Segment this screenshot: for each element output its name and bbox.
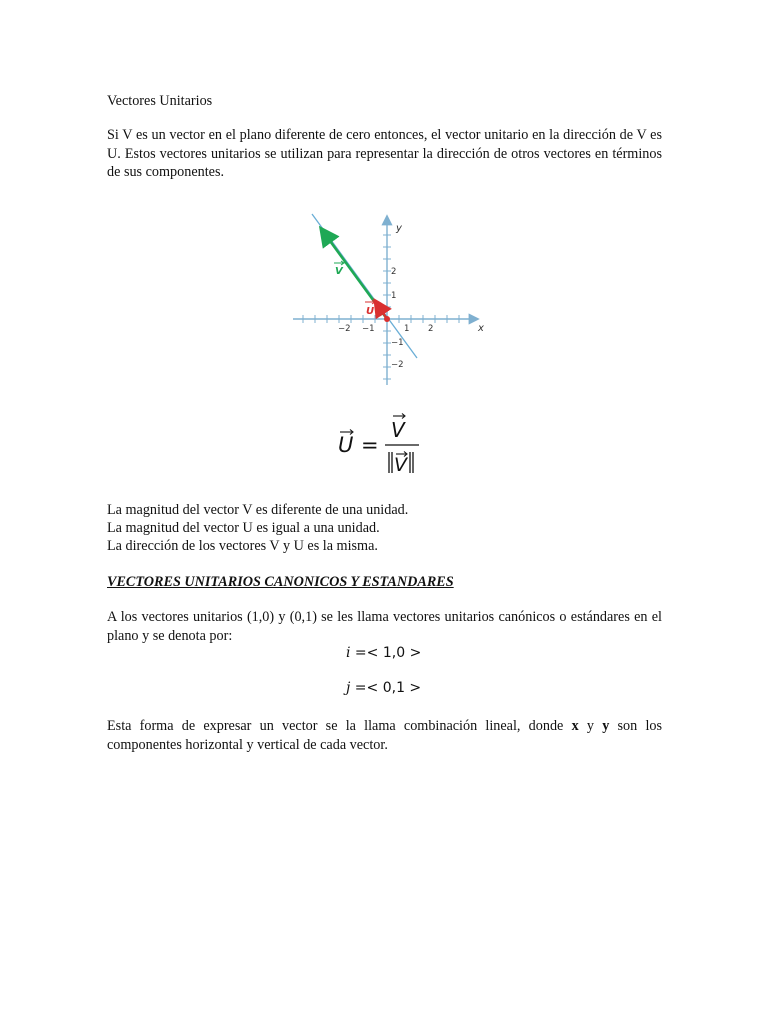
svg-text:V: V — [335, 266, 343, 277]
y-axis — [383, 217, 391, 385]
x-tick-label-neg2: −2 — [338, 324, 351, 334]
axis-label-x: x — [478, 323, 484, 334]
vector-v-label — [334, 261, 344, 277]
y-tick-label-1: 1 — [391, 291, 397, 301]
y-tick-label-2: 2 — [391, 267, 397, 277]
fact-1: La magnitud del vector V es diferente de una unidad. — [107, 502, 409, 518]
svg-text:U: U — [366, 306, 375, 317]
x-tick-label-1: 1 — [404, 324, 410, 334]
equation-j-var: j — [346, 680, 351, 696]
equation-i-var: i — [346, 645, 351, 661]
equation-i: i =< 1,0 > — [346, 645, 422, 661]
y-tick-label-neg2: −2 — [391, 360, 404, 370]
origin-point — [384, 316, 390, 322]
x-tick-label-2: 2 — [428, 324, 434, 334]
axis-label-y: y — [396, 223, 402, 234]
equation-j: j =< 0,1 > — [346, 680, 422, 696]
svg-text:V: V — [391, 418, 405, 442]
x-tick-label-neg1: −1 — [362, 324, 375, 334]
unit-vector-figure — [285, 205, 495, 395]
svg-text:U: U — [338, 433, 354, 457]
vector-u-arrow — [376, 302, 387, 319]
closing-bold-y: y — [602, 718, 610, 734]
unit-vector-formula — [330, 410, 430, 480]
formula-denominator — [389, 452, 413, 477]
formula-equals: = — [361, 433, 379, 457]
fact-3: La dirección de los vectores V y U es la misma. — [107, 538, 378, 554]
fact-2: La magnitud del vector U es igual a una unidad. — [107, 520, 380, 536]
document-title: Vectores Unitarios — [107, 93, 213, 109]
equation-i-value: 1,0 — [382, 645, 406, 661]
closing-paragraph: Esta forma de expresar un vector se la llama combinación lineal, donde x y y son los componentes horizontal y vertical de cada vector. — [107, 718, 662, 753]
closing-bold-x: x — [571, 718, 579, 734]
formula-lhs — [338, 430, 353, 458]
formula-numerator — [391, 414, 406, 443]
vector-u-label — [365, 300, 375, 317]
intro-paragraph: Si V es un vector en el plano diferente de cero entonces, el vector unitario en la dirección de V es U. Estos vectores unitarios se utilizan para representar la dirección de otros vectores en términos de sus componentes. — [107, 127, 662, 180]
section-heading: VECTORES UNITARIOS CANONICOS Y ESTANDARES — [107, 574, 454, 590]
svg-text:V: V — [394, 454, 407, 476]
equation-j-value: 0,1 — [382, 680, 405, 696]
canonical-paragraph: A los vectores unitarios (1,0) y (0,1) se les llama vectores unitarios canónicos o estándares en el plano y se denota por: — [107, 609, 662, 644]
y-tick-label-neg1: −1 — [391, 338, 404, 348]
